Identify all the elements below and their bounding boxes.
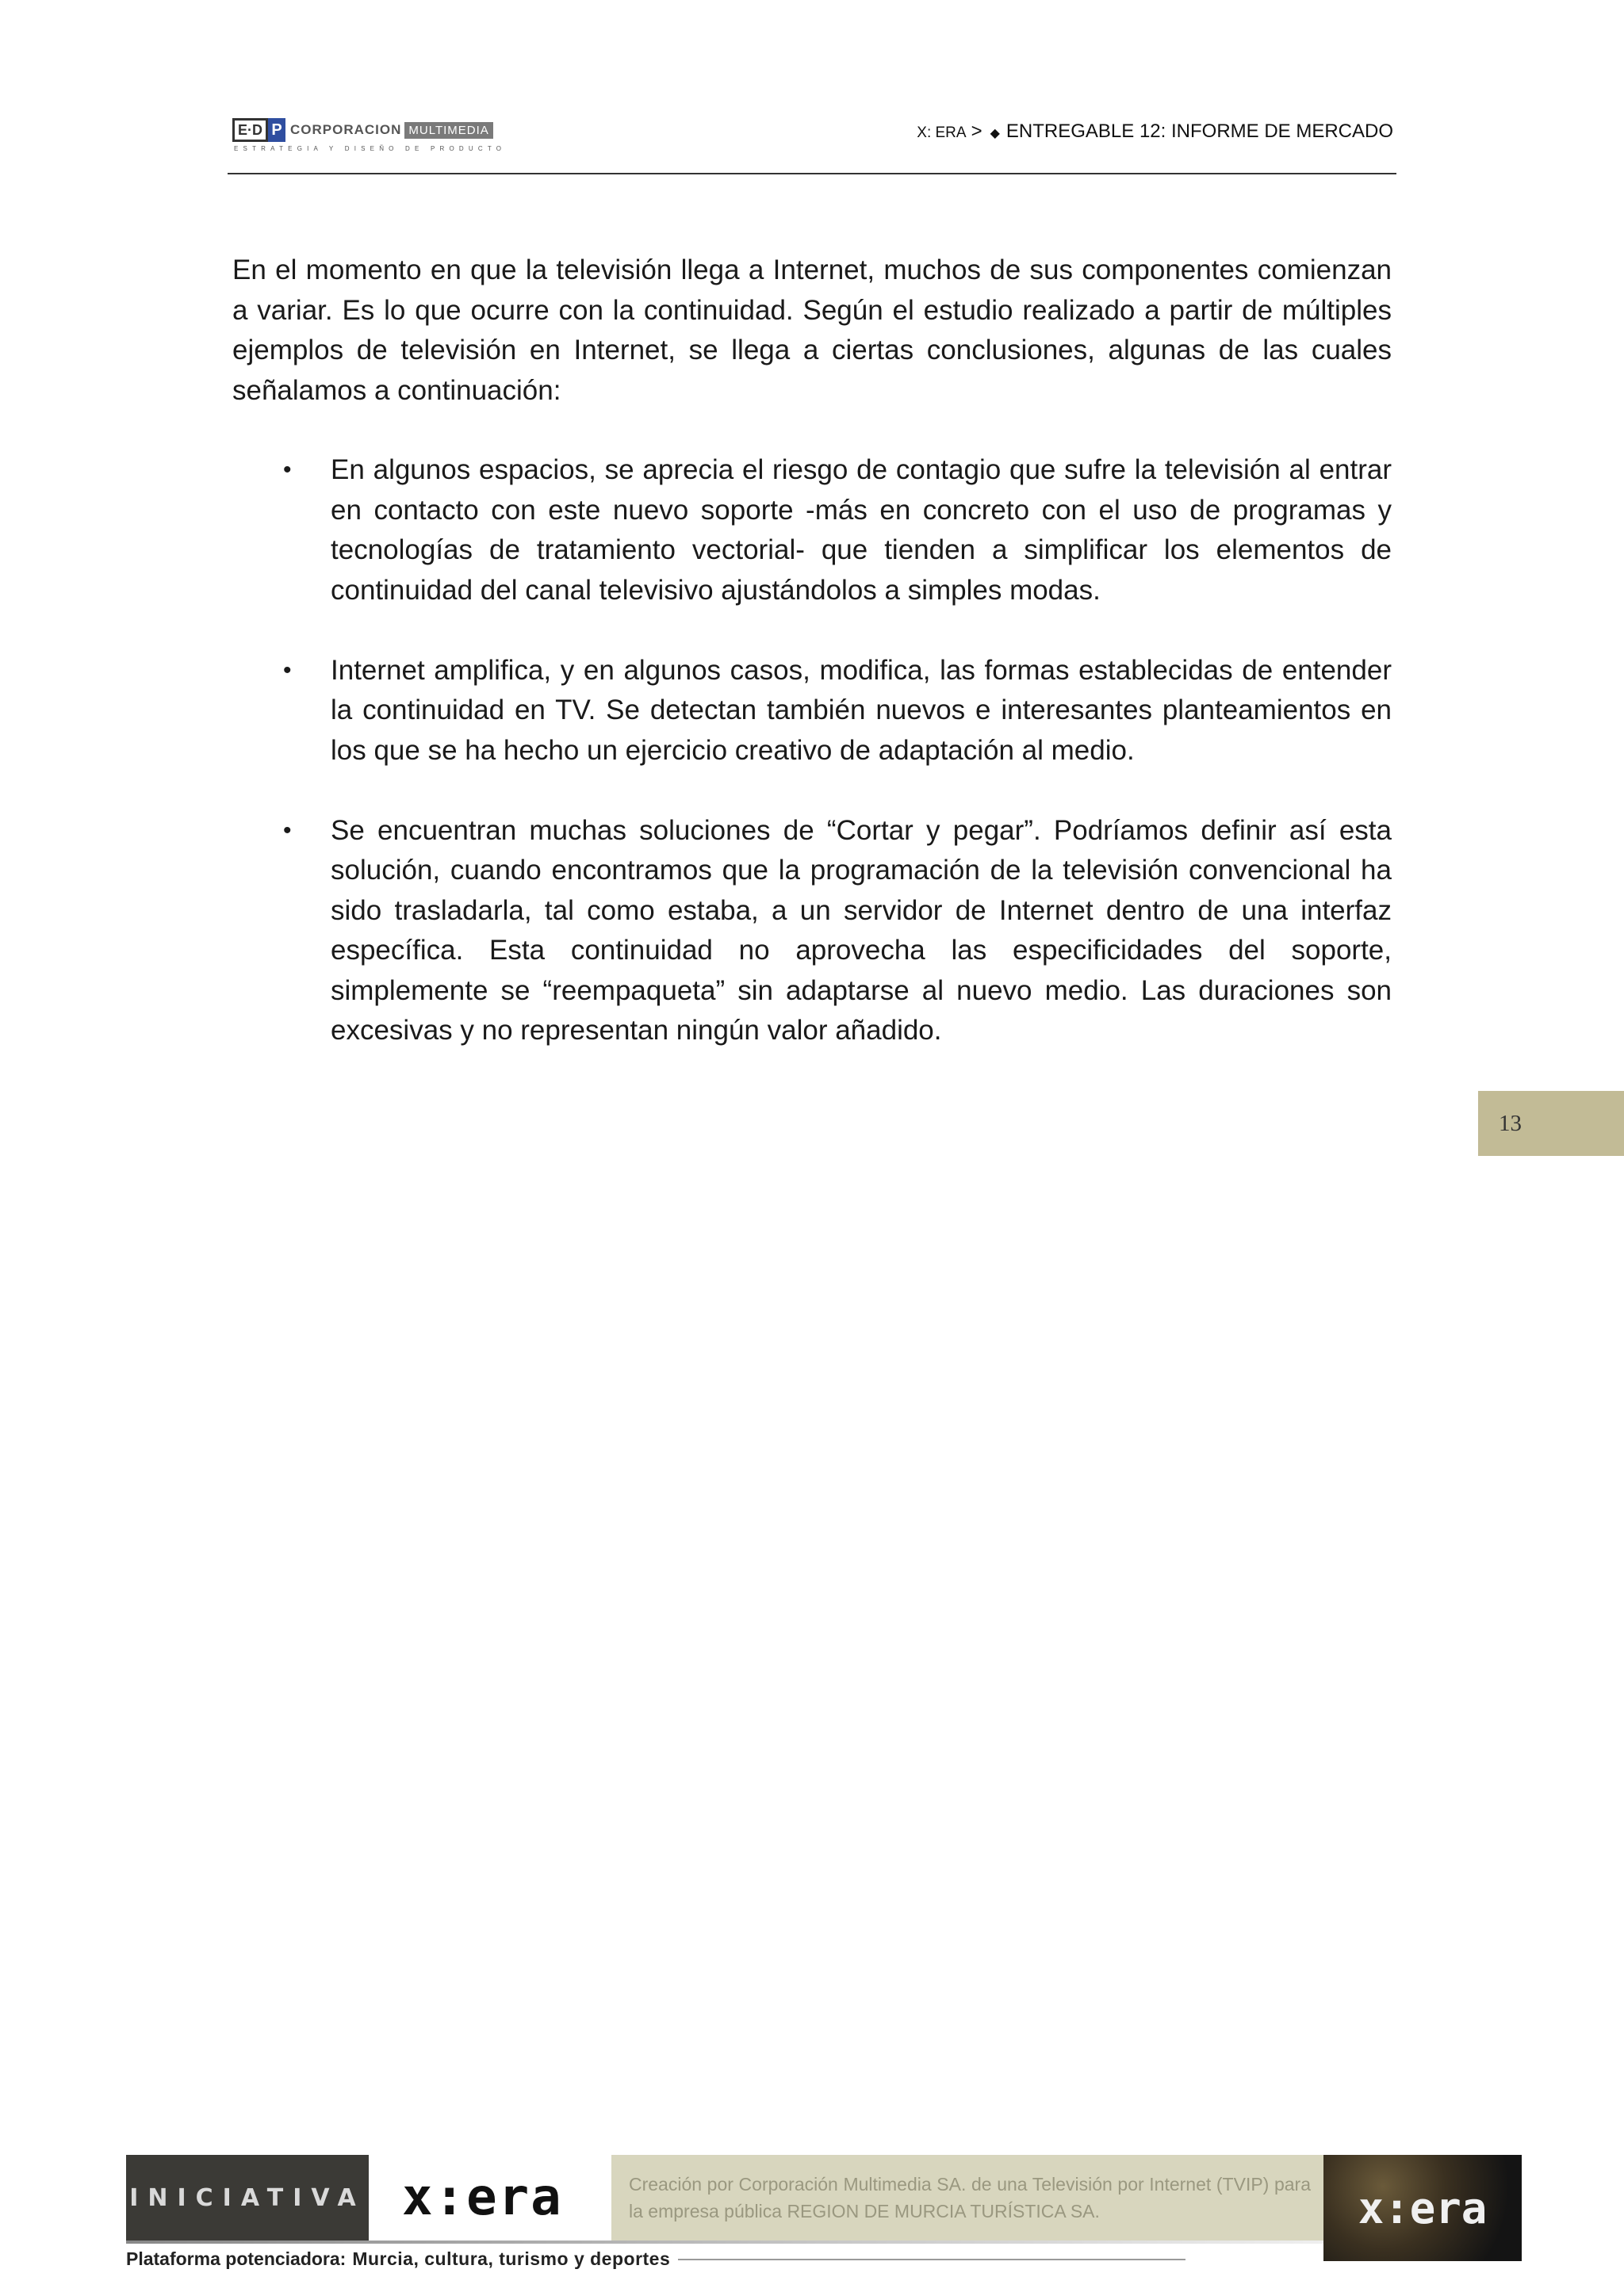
footer-description: Creación por Corporación Multimedia SA. de una Televisión por Internet (TVIP) para la empresa pública REGION DE MURCIA TURÍSTICA SA. xyxy=(611,2155,1323,2241)
logo-tagline: ESTRATEGIA Y DISEÑO DE PRODUCTO xyxy=(234,145,507,152)
bullet-icon: • xyxy=(283,457,292,483)
breadcrumb-section: X: ERA xyxy=(917,124,967,141)
footer-banner xyxy=(126,2155,1522,2274)
document-title: ENTREGABLE 12: INFORME DE MERCADO xyxy=(1005,121,1393,142)
footer-gradient-bar xyxy=(126,2241,1323,2244)
page-number-tab xyxy=(1478,1091,1624,1156)
footer-plataforma xyxy=(126,2248,1185,2270)
footer-brand-text: x:era xyxy=(402,2168,563,2227)
list-item xyxy=(232,450,1392,610)
logo-multimedia-text: MULTIMEDIA xyxy=(404,122,492,139)
logo-p-mark: P xyxy=(268,118,285,142)
list-item-text: Internet amplifica, y en algunos casos, modifica, las formas establecidas de entender la continuidad en TV. Se detectan también nuevos e interesantes planteamientos en los que se ha hecho un ejercicio creativo de adaptación al medio. xyxy=(331,654,1392,766)
logo-corporacion-text: CORPORACION xyxy=(290,122,402,137)
footer-iniciativa-text: INICIATIVA xyxy=(129,2183,366,2212)
footer-iniciativa-block xyxy=(126,2155,369,2241)
footer-rule xyxy=(678,2259,1185,2260)
page-number: 13 xyxy=(1499,1110,1522,1136)
bullet-icon: • xyxy=(283,817,292,844)
list-item xyxy=(232,651,1392,771)
diamond-icon: ◆ xyxy=(990,127,1000,140)
list-item xyxy=(232,811,1392,1051)
footer-xera-logo xyxy=(1323,2155,1522,2261)
header-breadcrumb xyxy=(917,121,1393,143)
breadcrumb-separator: > xyxy=(971,121,982,142)
company-logo xyxy=(232,118,507,155)
header-divider xyxy=(228,173,1396,174)
document-body xyxy=(232,251,1392,1091)
list-item-text: En algunos espacios, se aprecia el riesgo de contagio que sufre la televisión al entrar en contacto con este nuevo soporte -más en concreto con el uso de programas y tecnologías de tratamiento vectorial- que tienden a simplificar los elementos de continuidad del canal televisivo ajustándolos a simples modas. xyxy=(331,454,1392,606)
logo-ed-mark: E·D xyxy=(232,118,268,142)
footer-logo-text: x:era xyxy=(1358,2183,1488,2233)
plataforma-label: Plataforma potenciadora: xyxy=(126,2248,347,2269)
bullet-icon: • xyxy=(283,656,292,683)
list-item-text: Se encuentran muchas soluciones de “Cortar y pegar”. Podríamos definir así esta solución, cuando encontramos que la programación de la televisión convencional ha sido trasladarla, tal como estaba, a un servidor de Internet dentro de una interfaz específica. Esta continuidad no aprovecha las especificidades del soporte, simplemente se “reempaqueta” sin adaptarse al nuevo medio. Las duraciones son excesivas y no representan ningún valor añadido. xyxy=(331,814,1392,1046)
intro-paragraph: En el momento en que la televisión llega a Internet, muchos de sus componentes comienzan a variar. Es lo que ocurre con la continuidad. Según el estudio realizado a partir de múltiples ejemplos de televisión en Internet, se llega a ciertas conclusiones, algunas de las cuales señalamos a continuación: xyxy=(232,254,1392,406)
conclusions-list xyxy=(232,450,1392,1051)
plataforma-text: Murcia, cultura, turismo y deportes xyxy=(352,2248,671,2269)
